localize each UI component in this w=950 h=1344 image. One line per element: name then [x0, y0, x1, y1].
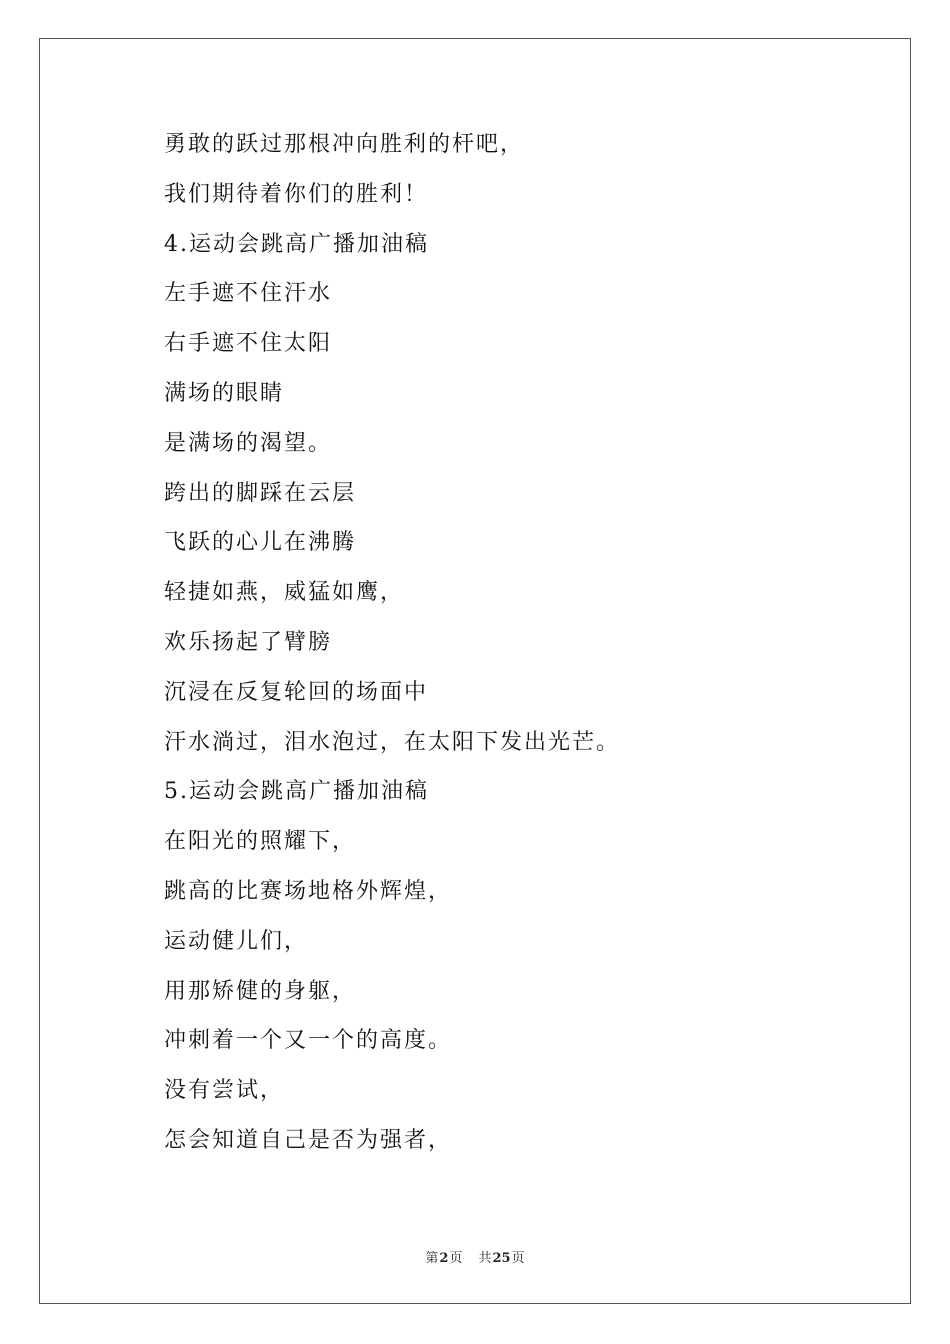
- text-line: 在阳光的照耀下，: [164, 829, 357, 855]
- section-heading: 5.运动会跳高广播加油稿: [164, 779, 429, 805]
- text-line: 冲刺着一个又一个的高度。: [164, 1028, 453, 1054]
- text-line: 左手遮不住汗水: [164, 281, 333, 307]
- text-line: 沉浸在反复轮回的场面中: [164, 679, 429, 705]
- text-line: 运动健儿们，: [164, 928, 309, 954]
- text-line: 飞跃的心儿在沸腾: [164, 530, 357, 556]
- text-line: 轻捷如燕，威猛如鹰，: [164, 580, 405, 606]
- page-total: 25: [492, 1251, 511, 1266]
- page-prefix: 第: [425, 1251, 439, 1266]
- text-line: 是满场的渴望。: [164, 430, 333, 456]
- text-line: 汗水淌过，泪水泡过，在太阳下发出光芒。: [164, 729, 621, 755]
- text-line: 没有尝试，: [164, 1078, 285, 1104]
- text-line: 右手遮不住太阳: [164, 331, 333, 357]
- text-line: 用那矫健的身躯，: [164, 978, 357, 1004]
- text-line: 欢乐扬起了臂膀: [164, 629, 333, 655]
- section-heading: 4.运动会跳高广播加油稿: [164, 231, 429, 257]
- text-line: 怎会知道自己是否为强者，: [164, 1127, 453, 1153]
- page-suffix: 页: [449, 1251, 463, 1266]
- text-line: 我们期待着你们的胜利！: [164, 181, 429, 207]
- document-body: [164, 128, 844, 1174]
- text-line: 跨出的脚踩在云层: [164, 480, 357, 506]
- text-line: 满场的眼睛: [164, 380, 285, 406]
- total-suffix: 页: [511, 1251, 525, 1266]
- total-prefix: 共: [478, 1251, 492, 1266]
- text-line: 跳高的比赛场地格外辉煌，: [164, 878, 453, 904]
- page-current: 2: [439, 1251, 449, 1266]
- page-footer: [0, 1247, 950, 1266]
- text-line: 勇敢的跃过那根冲向胜利的杆吧，: [164, 132, 525, 157]
